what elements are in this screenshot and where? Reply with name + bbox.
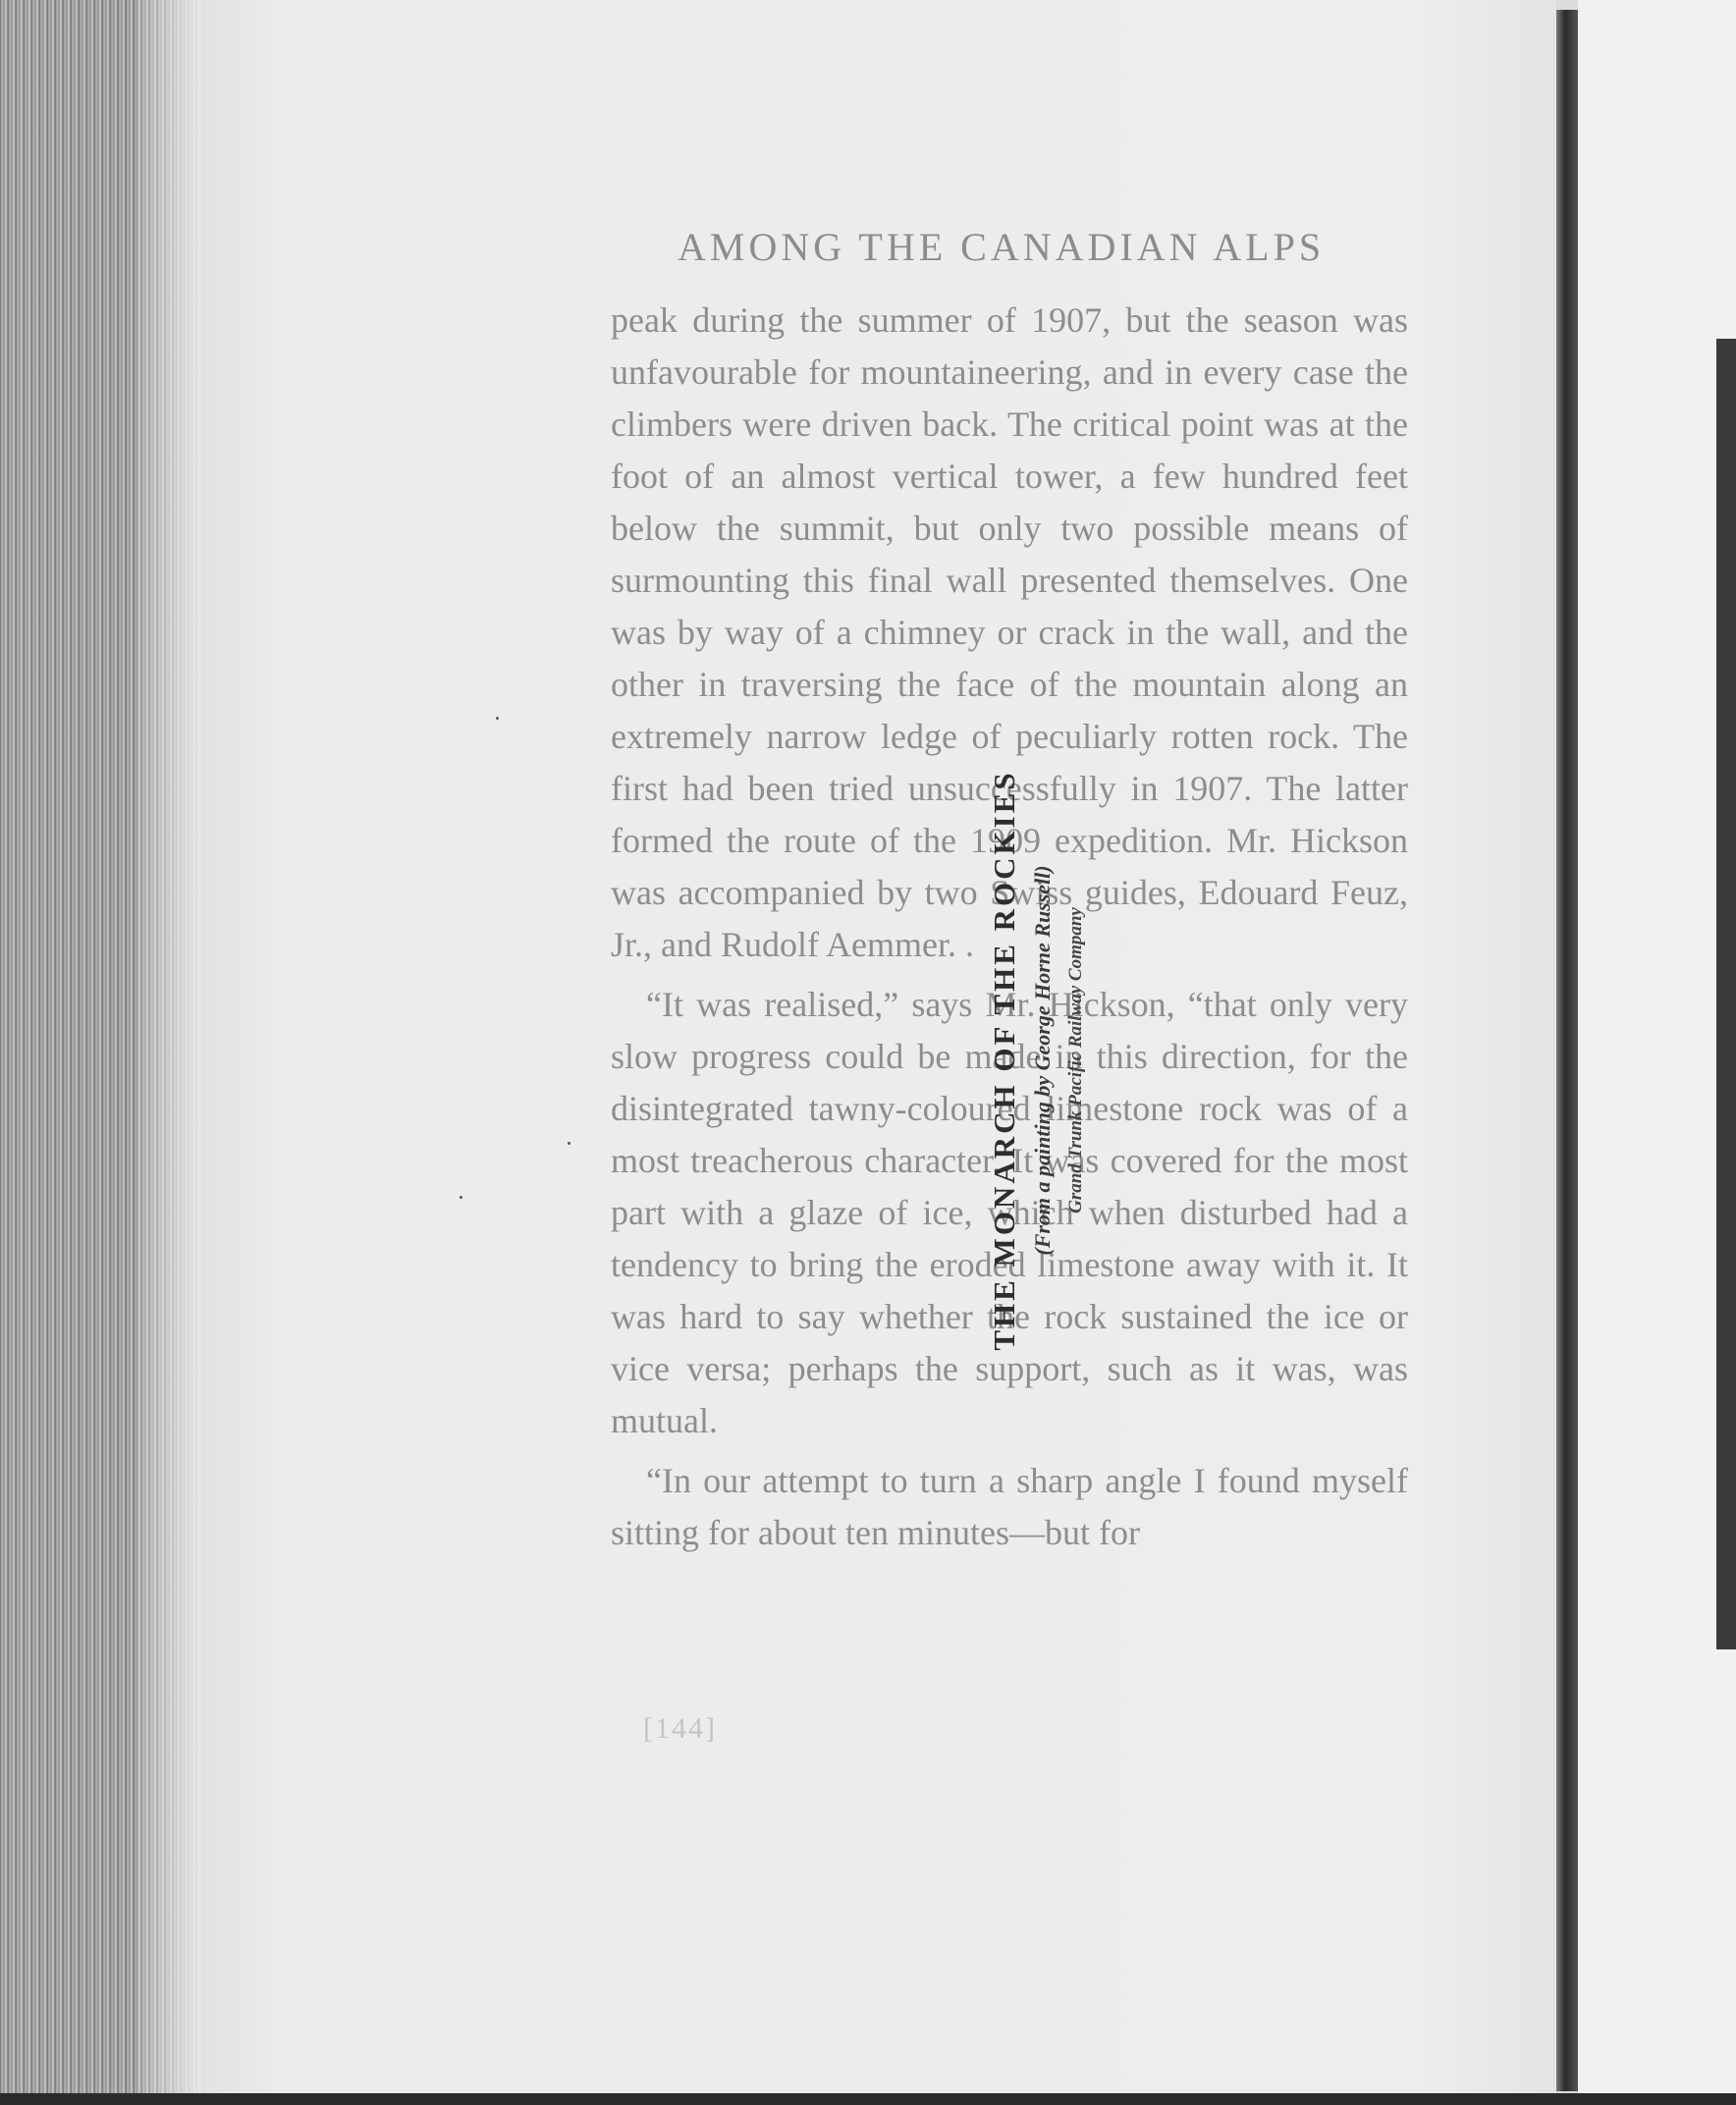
book-page-edges (0, 0, 206, 2105)
plate-caption-subtitle: (From a painting by George Horne Russell) (1030, 865, 1055, 1256)
paragraph: “In our attempt to turn a sharp angle I found myself sitting for about ten minutes—but for (611, 1461, 1408, 1552)
plate-caption-title: THE MONARCH OF THE ROCKIES (987, 770, 1021, 1351)
page-number: [144] (643, 1712, 717, 1745)
bottom-shadow (0, 2093, 1736, 2105)
running-head: AMONG THE CANADIAN ALPS (678, 225, 1326, 269)
paper-speck (460, 1196, 462, 1199)
paragraph: “It was realised,” says Mr. Hickson, “that only very slow progress could be made in this direction, for the disintegrated tawny-coloured limestone rock was of a most treacherous character. It was covered for the most part with a glaze of ice, which when disturbed had a tendency to bring the eroded limestone away with it. It was hard to say whether the rock sustained the ice or vice versa; perhaps the support, such as it was, was mutual. (611, 985, 1408, 1440)
paragraph: peak during the summer of 1907, but the season was unfavourable for mountaineering, and in every case the climbers were driven back. The critical point was at the foot of an almost vertical tower, a few hundred feet below the summit, but only two possible means of surmounting this final wall presented themselves. One was by way of a chimney or crack in the wall, and the other in traversing the face of the mountain along an extremely narrow ledge of peculiarly rotten rock. The first had been tried unsuccessfully in 1907. The latter formed the route of the 1909 expedition. Mr. Hickson was accompanied by two Swiss guides, Edouard Feuz, Jr., and Rudolf Aemmer. . (611, 300, 1408, 964)
facing-plate-edge (1716, 339, 1736, 1649)
facing-page (1578, 0, 1736, 2105)
book-gutter (1556, 10, 1578, 2091)
paper-speck (496, 717, 499, 720)
plate-caption (987, 756, 1093, 1365)
plate-caption-credit: Grand Trunk Pacific Railway Company (1065, 907, 1086, 1214)
paper-speck (568, 1142, 570, 1145)
